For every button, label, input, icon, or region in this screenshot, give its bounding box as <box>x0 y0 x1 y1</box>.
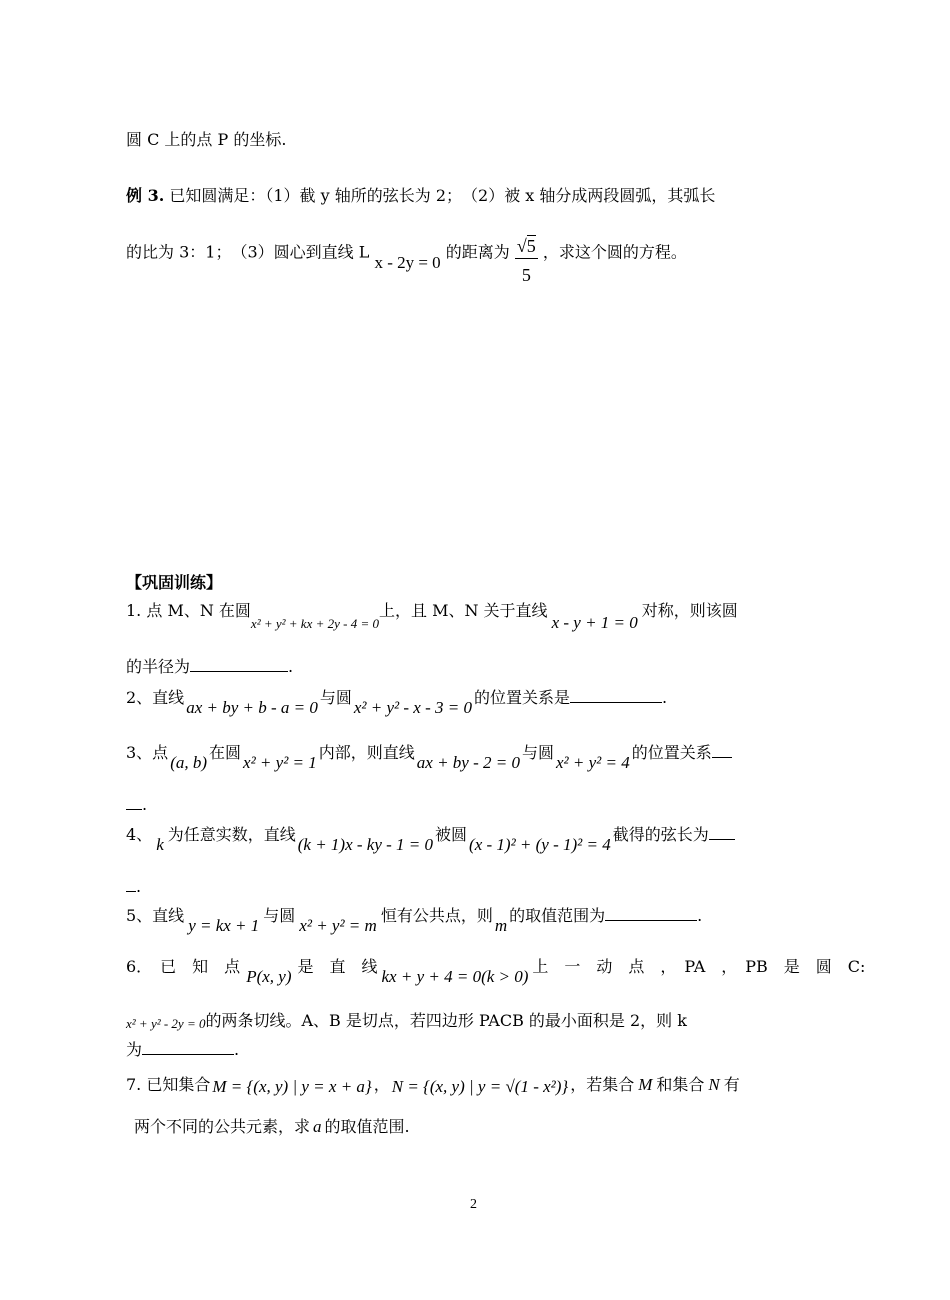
problem-text: 和集合 <box>656 1075 705 1094</box>
circle-equation: x² + y² = 1 <box>243 753 317 772</box>
line-equation: ax + by - 2 = 0 <box>416 753 520 772</box>
line-equation: ax + by + b - a = 0 <box>186 698 318 717</box>
problem-7-line-1 <box>126 1075 740 1096</box>
point-expression: P(x, y) <box>246 967 292 986</box>
problem-text: 2、直线 <box>126 688 185 707</box>
problem-text: . <box>136 877 142 896</box>
example-text: 的比为 3：1； （3）圆心到直线 L <box>126 242 370 262</box>
problem-text: 与圆 <box>263 906 296 925</box>
answer-blank[interactable] <box>570 688 662 703</box>
problem-text: 是 直 线 <box>297 957 378 976</box>
variable-k: k <box>156 835 164 854</box>
line-equation: x - 2y = 0 <box>374 252 441 272</box>
circle-equation: x² + y² - 2y = 0 <box>126 1016 206 1031</box>
problem-text: 内部，则直线 <box>318 743 415 762</box>
problem-text: 被圆 <box>435 825 468 844</box>
problem-2 <box>126 688 668 717</box>
circle-equation: (x - 1)² + (y - 1)² = 4 <box>469 835 611 854</box>
problem-text: 的取值范围为 <box>509 906 606 925</box>
example-text: 已知圆满足：（1）截 y 轴所的弦长为 2； （2）被 x 轴分成两段圆弧，其弧长 <box>169 186 716 205</box>
problem-text: ，若集合 <box>570 1075 635 1094</box>
example-3-line-2 <box>126 228 687 285</box>
circle-equation: x² + y² = m <box>299 916 377 935</box>
answer-blank[interactable] <box>126 795 142 810</box>
problem-text: . <box>697 906 703 925</box>
problem-text: 与圆 <box>319 688 352 707</box>
problem-text: . <box>288 657 294 676</box>
problem-text: . <box>234 1040 240 1059</box>
problem-text: 与圆 <box>521 743 554 762</box>
example-3-line-1 <box>126 188 715 204</box>
answer-blank[interactable] <box>142 1040 234 1055</box>
answer-blank[interactable] <box>605 906 697 921</box>
example-text: ，求这个圆的方程。 <box>542 242 687 262</box>
problem-text: 在圆 <box>209 743 242 762</box>
example-label: 例 3. <box>126 186 165 205</box>
problem-7-line-2 <box>134 1118 410 1135</box>
point-expression: (a, b) <box>170 753 208 772</box>
problem-1-line-2 <box>126 657 293 675</box>
problem-3-line-1 <box>126 743 732 772</box>
answer-blank[interactable] <box>190 657 288 672</box>
problem-text: 3、点 <box>126 743 169 762</box>
problem-text: 对称，则该圆 <box>641 601 738 620</box>
problem-4-line-2 <box>126 877 141 895</box>
problem-text: 1. 点 M、N 在圆 <box>126 601 251 620</box>
variable-a: a <box>313 1117 322 1136</box>
problem-text: 的位置关系 <box>631 743 712 762</box>
problem-text: 6． 已 知 点 <box>126 957 241 976</box>
problem-text: 恒有公共点，则 <box>380 906 493 925</box>
problem-3-line-2 <box>126 795 147 813</box>
problem-text: 上 一 动 点 ， PA ， PB 是 圆 C: <box>532 957 866 976</box>
problem-6-line-3 <box>126 1040 239 1058</box>
fraction-denominator: 5 <box>521 264 531 285</box>
problem-text: 的位置关系是 <box>473 688 570 707</box>
problem-text: 为 <box>126 1040 143 1059</box>
problem-text: 截得的弦长为 <box>612 825 709 844</box>
problem-text: 5、直线 <box>126 906 185 925</box>
intro-line: 圆 C 上的点 P 的坐标. <box>126 130 287 149</box>
problem-text: 有 <box>723 1075 740 1094</box>
problem-text: 的取值范围. <box>324 1117 410 1136</box>
line-equation: y = kx + 1 <box>188 916 260 935</box>
problem-text: ， <box>373 1075 390 1094</box>
problem-text: 上，且 M、N 关于直线 <box>379 601 548 620</box>
set-m-definition: M = {(x, y) | y = x + a} <box>212 1077 372 1096</box>
problem-text: 的半径为 <box>126 657 191 676</box>
answer-blank[interactable] <box>712 743 732 758</box>
problem-text: . <box>142 795 148 814</box>
problem-text: 4、 <box>126 825 153 844</box>
set-n-definition: N = {(x, y) | y = √(1 - x²)} <box>391 1077 569 1096</box>
problem-text: 的两条切线。A、B 是切点，若四边形 PACB 的最小面积是 2，则 k <box>205 1011 687 1030</box>
set-m-symbol: M <box>638 1075 653 1094</box>
problem-text: 7. 已知集合 <box>126 1075 211 1094</box>
problem-text: 两个不同的公共元素，求 <box>134 1117 311 1136</box>
problem-1-line-1 <box>126 601 738 632</box>
line-equation: x - y + 1 = 0 <box>551 613 638 632</box>
problem-6-line-1 <box>126 957 866 986</box>
problem-text: . <box>662 688 668 707</box>
text-line <box>126 132 286 148</box>
fraction-numerator: √5 <box>515 236 538 259</box>
fraction-sqrt5-over-5 <box>515 236 538 286</box>
answer-blank[interactable] <box>126 877 136 892</box>
example-text: 的距离为 <box>445 242 510 262</box>
circle-equation: x² + y² + kx + 2y - 4 = 0 <box>250 616 379 631</box>
page-number: 2 <box>470 1197 477 1212</box>
answer-blank[interactable] <box>709 825 735 840</box>
section-title: 【巩固训练】 <box>126 573 223 592</box>
set-n-symbol: N <box>708 1075 720 1094</box>
problem-5 <box>126 906 703 935</box>
problem-4-line-1 <box>126 825 735 854</box>
circle-equation: x² + y² = 4 <box>556 753 630 772</box>
problem-text: 为任意实数，直线 <box>167 825 296 844</box>
line-equation: (k + 1)x - ky - 1 = 0 <box>297 835 434 854</box>
variable-m: m <box>494 916 508 935</box>
problem-6-line-2 <box>126 1013 687 1029</box>
line-equation: kx + y + 4 = 0(k > 0) <box>381 967 529 986</box>
circle-equation: x² + y² - x - 3 = 0 <box>353 698 472 717</box>
